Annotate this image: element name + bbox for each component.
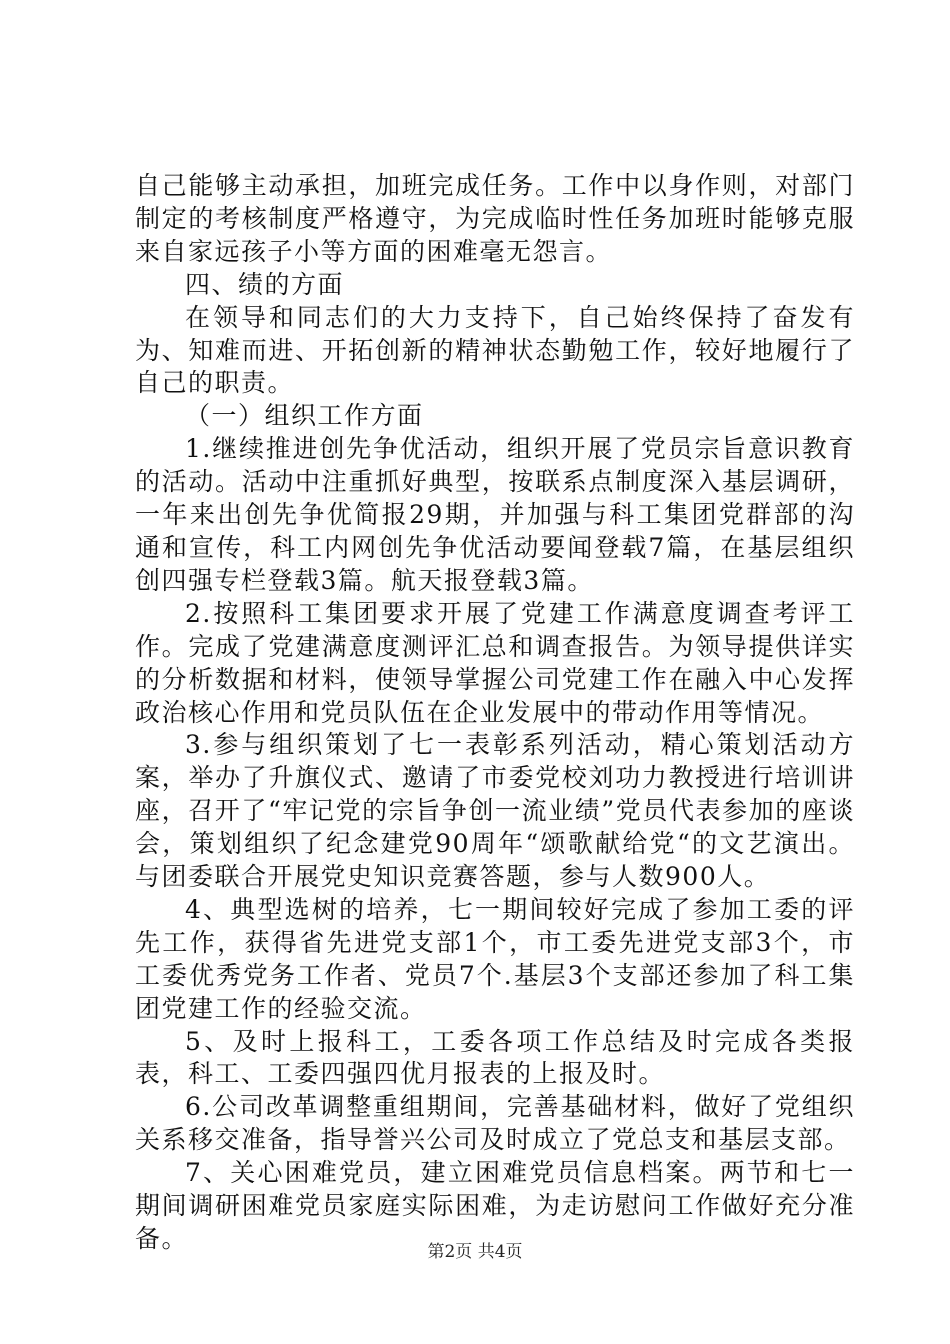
list-item-1: 1.继续推进创先争优活动，组织开展了党员宗旨意识教育的活动。活动中注重抓好典型，按联系点制度深入基层调研，一年来出创先争优简报29期，并加强与科工集团党群部的沟通和宣传，科工内网创先争优活动要闻登载7篇，在基层组织创四强专栏登载3篇。航天报登载3篇。: [135, 434, 855, 595]
list-item-3: 3.参与组织策划了七一表彰系列活动，精心策划活动方案，举办了升旗仪式、邀请了市委党校刘功力教授进行培训讲座，召开了“牢记党的宗旨争创一流业绩”党员代表参加的座谈会，策划组织了纪念建党90周年“颂歌献给党“的文艺演出。与团委联合开展党史知识竞赛答题，参与人数900人。: [135, 730, 855, 892]
list-item-7: 7、关心困难党员，建立困难党员信息档案。两节和七一期间调研困难党员家庭实际困难，为走访慰问工作做好充分准备。: [135, 1158, 855, 1253]
document-body: [135, 170, 855, 1256]
page-number-footer: 第2页 共4页: [427, 1242, 523, 1262]
section-heading-achievements: 四、绩的方面: [185, 269, 345, 299]
list-item-5: 5、及时上报科工，工委各项工作总结及时完成各类报表，科工、工委四强四优月报表的上报及时。: [135, 1026, 855, 1089]
list-item-6: 6.公司改革调整重组期间，完善基础材料，做好了党组织关系移交准备，指导誉兴公司及时成立了党总支和基层支部。: [135, 1092, 855, 1155]
list-item-4: 4、典型选树的培养，七一期间较好完成了参加工委的评先工作，获得省先进党支部1个，市工委先进党支部3个，市工委优秀党务工作者、党员7个.基层3个支部还参加了科工集团党建工作的经验交流。: [135, 894, 855, 1023]
subsection-heading-organization: （一）组织工作方面: [185, 401, 424, 431]
paragraph-continuation: 自己能够主动承担，加班完成任务。工作中以身作则，对部门制定的考核制度严格遵守，为完成临时性任务加班时能够克服来自家远孩子小等方面的困难毫无怨言。: [135, 171, 855, 266]
paragraph-intro: 在领导和同志们的大力支持下，自己始终保持了奋发有为、知难而进、开拓创新的精神状态勤勉工作，较好地履行了自己的职责。: [135, 302, 855, 398]
list-item-2: 2.按照科工集团要求开展了党建工作满意度调查考评工作。完成了党建满意度测评汇总和调查报告。为领导提供详实的分析数据和材料，使领导掌握公司党建工作在融入中心发挥政治核心作用和党员队伍在企业发展中的带动作用等情况。: [135, 598, 855, 727]
